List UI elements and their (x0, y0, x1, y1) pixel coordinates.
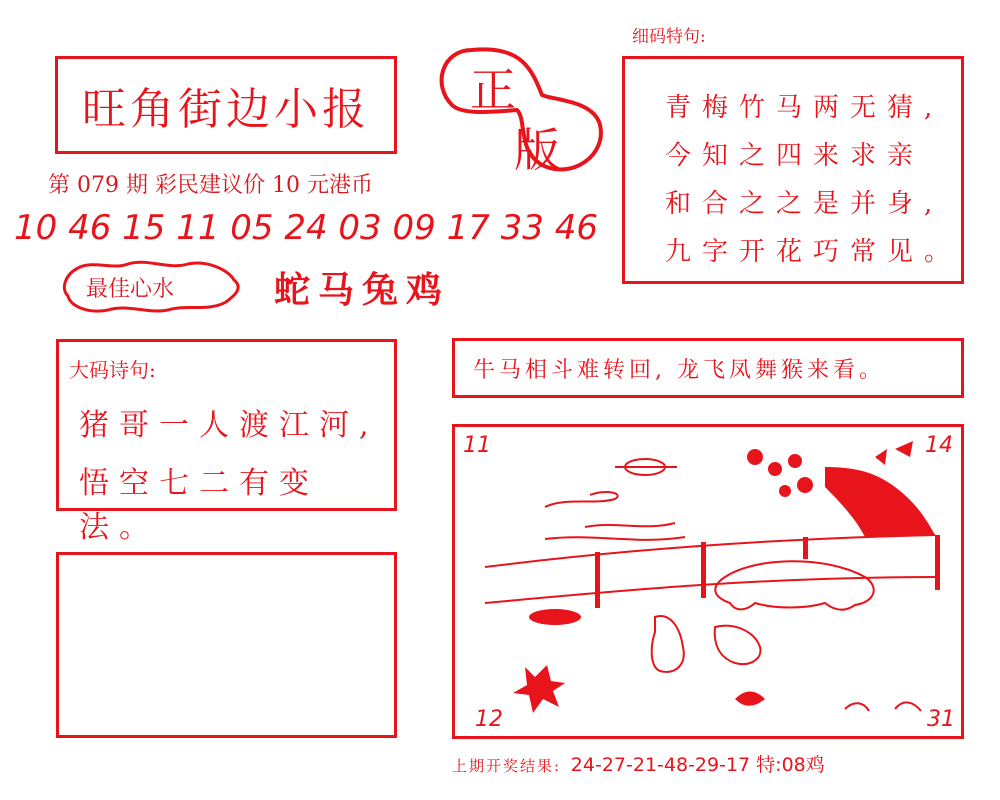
corner-number-top-left: 11 (463, 433, 491, 458)
blank-box (56, 552, 397, 738)
special-verse-line: 青梅竹马两无猜, (665, 93, 944, 123)
big-verse-box (56, 339, 397, 545)
corner-number-top-right: 14 (925, 433, 953, 458)
big-verse-line: 悟空七二有变法。 (79, 466, 319, 545)
stamp-char-2: 版 (514, 123, 560, 177)
last-draw-result (452, 750, 825, 777)
corner-number-bottom-left: 12 (475, 707, 503, 732)
special-verse-line: 九字开花巧常见。 (665, 237, 962, 267)
special-verse-line: 今知之四来求亲 (665, 141, 925, 171)
newspaper-title: 旺角街边小报 (55, 56, 397, 154)
big-verse-label: 大码诗句: (69, 358, 156, 382)
illustration-box (452, 424, 964, 739)
stamp-char-1: 正 (470, 63, 516, 117)
best-pick-badge (58, 258, 248, 314)
corner-number-bottom-right: 31 (927, 707, 955, 732)
best-pick-value: 蛇马兔鸡 (274, 269, 451, 311)
best-pick-label: 最佳心水 (86, 277, 175, 302)
farm-scene-illustration (455, 427, 961, 736)
issue-info: 第 079 期 彩民建议价 10 元港币 (48, 173, 373, 198)
official-edition-stamp (432, 40, 612, 180)
special-verse-label: 细码特句: (632, 27, 706, 47)
last-draw-label: 上期开奖结果: (452, 757, 562, 775)
proverb-box: 牛马相斗难转回, 龙飞凤舞猴来看。 (452, 338, 964, 398)
last-draw-value: 24-27-21-48-29-17 特:08鸡 (570, 754, 825, 776)
lottery-numbers: 10 46 15 11 05 24 03 09 17 33 46 (14, 208, 598, 248)
special-verse-line: 和合之之是并身, (665, 189, 944, 219)
big-verse-line: 猪哥一人渡江河, (79, 408, 379, 443)
special-verse-box (622, 56, 964, 284)
